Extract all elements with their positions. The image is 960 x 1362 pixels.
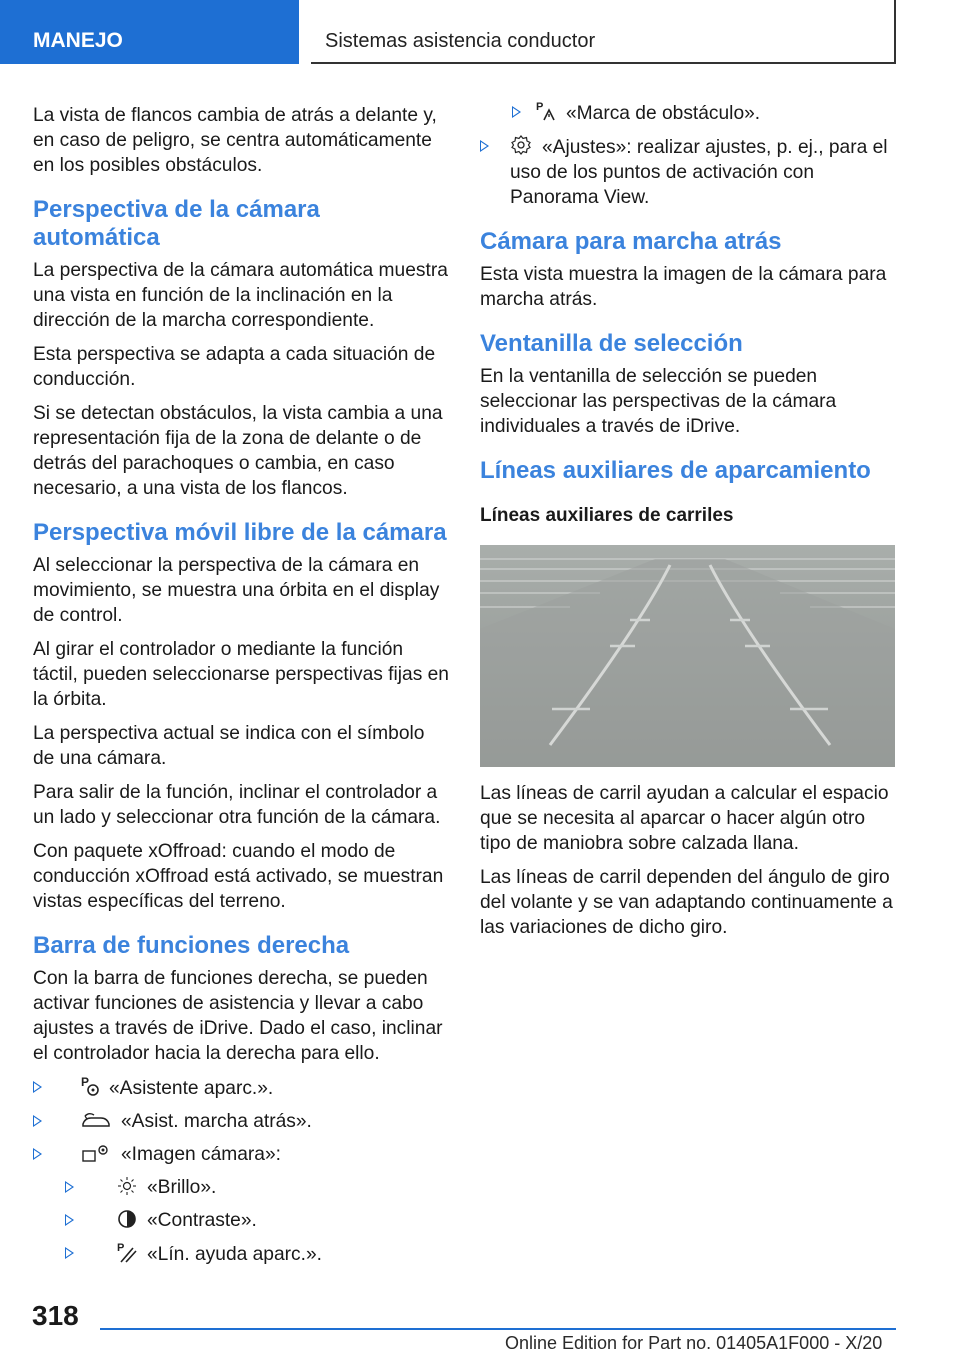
- paragraph: Si se detectan obstáculos, la vista cambia a una representación fija de la zona de delante o de detrás del parachoques o cambia, en caso necesario, a una vista de los flancos.: [33, 403, 443, 499]
- paragraph: Las líneas de carril dependen del ángulo de giro del volante y se van adaptando continuamente a las variaciones de dicho giro.: [480, 867, 893, 938]
- item-label: «Ajustes»: realizar ajustes, p. ej., para el uso de los puntos de activación con Panorama View.: [510, 137, 888, 208]
- paragraph: Al girar el controlador o mediante la función táctil, pueden seleccionarse perspectivas fijas en la órbita.: [33, 639, 449, 710]
- heading-rear-camera: Cámara para marcha atrás: [480, 228, 782, 255]
- paragraph: En la ventanilla de selección se pueden seleccionar las perspectivas de la cámara individuales a través de iDrive.: [480, 366, 837, 437]
- intro-paragraph: La vista de flancos cambia de atrás a delante y, en caso de peligro, se centra automáticamente en los posibles obstáculos.: [33, 105, 437, 176]
- item-label: «Contraste».: [147, 1210, 257, 1231]
- bullet-triangle-icon: [65, 1247, 74, 1259]
- item-label: «Marca de obstáculo».: [566, 103, 761, 124]
- paragraph: Esta perspectiva se adapta a cada situación de conducción.: [33, 344, 436, 390]
- paragraph: La perspectiva de la cámara automática muestra una vista en función de la inclinación en la dirección de la marcha correspondiente.: [33, 260, 448, 331]
- paragraph: Al seleccionar la perspectiva de la cámara en movimiento, se muestra una órbita en el display de control.: [33, 555, 440, 626]
- function-list: [33, 1075, 451, 1267]
- item-label: «Asist. marcha atrás».: [121, 1111, 312, 1132]
- bullet-triangle-icon: [33, 1081, 42, 1093]
- paragraph: La perspectiva actual se indica con el símbolo de una cámara.: [33, 723, 425, 769]
- paragraph: Para salir de la función, inclinar el controlador a un lado y seleccionar otra función de la cámara.: [33, 782, 441, 828]
- heading-free-camera: Perspectiva móvil libre de la cámara: [33, 519, 447, 546]
- edition-note: Online Edition for Part no. 01405A1F000 - X/20: [505, 1333, 883, 1353]
- brightness-icon: [117, 1176, 137, 1196]
- bullet-triangle-icon: [65, 1181, 74, 1193]
- gear-icon: [510, 134, 532, 156]
- sub-list-item: [33, 1175, 451, 1200]
- obstacle-marker-icon: [536, 100, 556, 122]
- svg-text:P: P: [536, 101, 544, 113]
- item-label: «Brillo».: [147, 1177, 217, 1198]
- contrast-icon: [117, 1209, 137, 1229]
- list-item: [33, 1109, 451, 1134]
- section-label: MANEJO: [33, 29, 123, 52]
- section-tab: [0, 0, 299, 64]
- item-label: «Imagen cámara»:: [121, 1144, 281, 1165]
- chapter-title: Sistemas asistencia conductor: [325, 30, 596, 52]
- reverse-assist-icon: [81, 1112, 111, 1130]
- bullet-triangle-icon: [480, 140, 489, 152]
- right-column: [480, 100, 898, 949]
- camera-image-icon: [81, 1143, 111, 1163]
- sub-list-item: [480, 100, 898, 126]
- list-item: [33, 1075, 451, 1101]
- sub-list-item: [33, 1208, 451, 1233]
- function-list-continued: [480, 100, 898, 210]
- list-item: [33, 1142, 451, 1167]
- page-number: 318: [32, 1300, 79, 1331]
- heading-function-bar: Barra de funciones derecha: [33, 932, 350, 959]
- svg-text:P: P: [117, 1242, 125, 1254]
- bullet-triangle-icon: [512, 106, 521, 118]
- item-label: «Lín. ayuda aparc.».: [147, 1244, 322, 1265]
- footer-divider: [100, 1328, 896, 1330]
- heading-parking-lines: Líneas auxiliares de aparcamiento: [480, 457, 871, 484]
- heading-auto-camera: Perspectiva de la cámara automática: [33, 196, 320, 251]
- paragraph: Las líneas de carril ayudan a calcular el espacio que se necesita al aparcar o hacer algún otro tipo de maniobra sobre calzada llana.: [480, 783, 889, 854]
- bullet-triangle-icon: [33, 1148, 42, 1160]
- subheading-lane-lines: Líneas auxiliares de carriles: [480, 505, 734, 526]
- lane-lines-illustration: [480, 545, 895, 767]
- left-column: [33, 103, 451, 1275]
- bullet-triangle-icon: [33, 1115, 42, 1127]
- item-label: «Asistente aparc.».: [109, 1078, 274, 1099]
- sub-list-item: [33, 1241, 451, 1267]
- list-item: [480, 134, 898, 210]
- svg-text:P: P: [81, 1075, 90, 1089]
- bullet-triangle-icon: [65, 1214, 74, 1226]
- paragraph: Esta vista muestra la imagen de la cámara para marcha atrás.: [480, 264, 887, 310]
- heading-selection-window: Ventanilla de selección: [480, 330, 743, 357]
- park-assist-icon: [81, 1075, 99, 1097]
- paragraph: Con la barra de funciones derecha, se pueden activar funciones de asistencia y llevar a cabo ajustes a través de iDrive. Dado el caso, inclinar el controlador hacia la derecha para ello.: [33, 968, 443, 1064]
- paragraph: Con paquete xOffroad: cuando el modo de conducción xOffroad está activado, se muestran vistas específicas del terreno.: [33, 841, 444, 912]
- page-header: [311, 0, 896, 64]
- parking-lines-icon: [117, 1241, 137, 1263]
